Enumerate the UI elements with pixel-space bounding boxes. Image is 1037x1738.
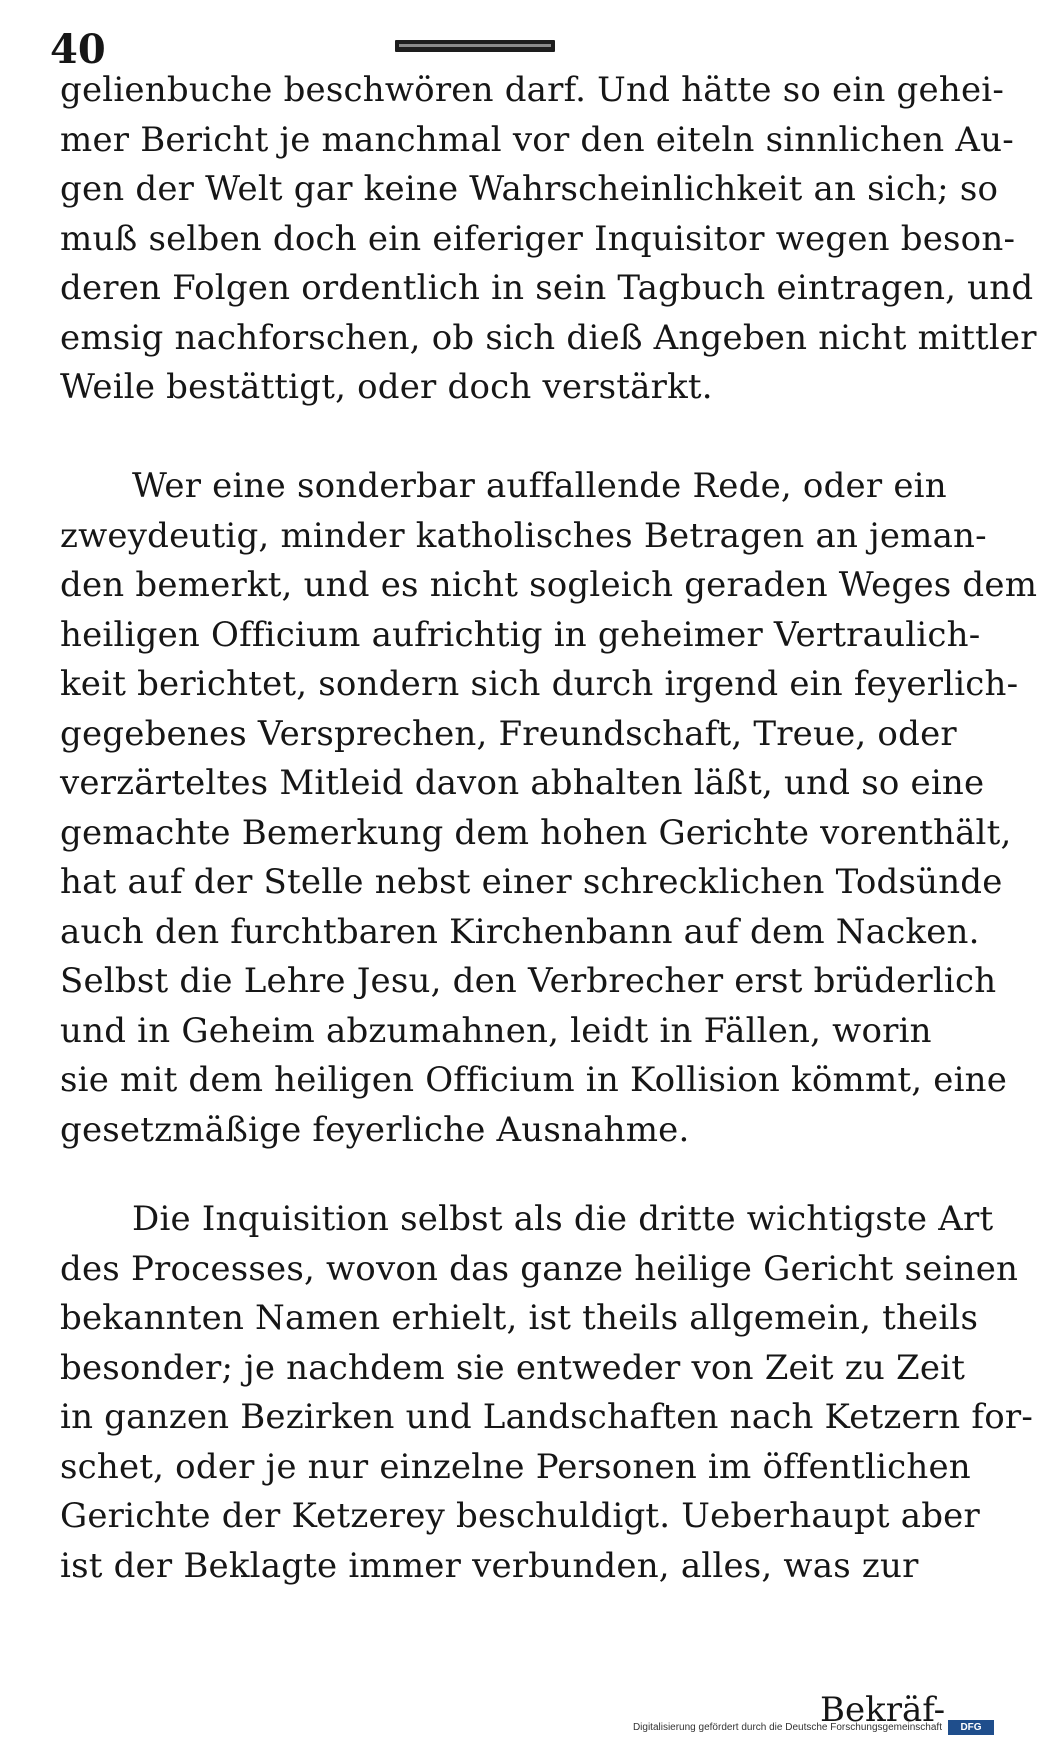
text-line: Die Inquisition selbst als die dritte wichtigste Art — [132, 1199, 994, 1239]
paragraph-1 — [60, 66, 1037, 413]
text-line: deren Folgen ordentlich in sein Tagbuch eintragen, und — [60, 268, 1034, 308]
text-line: sie mit dem heiligen Officium in Kollision kömmt, eine — [60, 1060, 1008, 1100]
text-line: des Processes, wovon das ganze heilige Gericht seinen — [60, 1248, 1019, 1289]
text-line: heiligen Officium aufrichtig in geheimer Vertraulich- — [60, 614, 981, 655]
text-line: ist der Beklagte immer verbunden, alles, was zur — [60, 1545, 919, 1586]
text-line: gesetzmäßige feyerliche Ausnahme. — [60, 1109, 690, 1150]
text-line: Wer eine sonderbar auffallende Rede, oder ein — [132, 466, 947, 506]
header-rule — [395, 40, 555, 52]
text-line: Selbst die Lehre Jesu, den Verbrecher erst brüderlich — [60, 961, 997, 1001]
text-line: muß selben doch ein eiferiger Inquisitor wegen beson- — [60, 218, 1016, 259]
text-line: hat auf der Stelle nebst einer schrecklichen Todsünde — [60, 862, 1003, 902]
text-line: verzärteltes Mitleid davon abhalten läßt, und so eine — [60, 763, 985, 803]
text-line: mer Bericht je manchmal vor den eiteln sinnlichen Au- — [60, 119, 1014, 160]
text-line: besonder; je nachdem sie entweder von Zeit zu Zeit — [60, 1347, 966, 1388]
text-line: keit berichtet, sondern sich durch irgend ein feyerlich- — [60, 664, 1019, 704]
text-line: Weile bestättigt, oder doch verstärkt. — [60, 367, 713, 407]
text-line: gelienbuche beschwören darf. Und hätte so ein gehei- — [60, 70, 1005, 110]
text-line: gen der Welt gar keine Wahrscheinlichkeit an sich; so — [60, 169, 999, 209]
text-line: emsig nachforschen, ob sich dieß Angeben nicht mittler — [60, 317, 1037, 358]
text-line: den bemerkt, und es nicht sogleich geraden Weges dem — [60, 565, 1037, 605]
paragraph-3 — [60, 1195, 1034, 1591]
page-number: 40 — [50, 26, 106, 73]
text-line: schet, oder je nur einzelne Personen im öffentlichen — [60, 1446, 971, 1487]
text-line: Gerichte der Ketzerey beschuldigt. Ueberhaupt aber — [60, 1496, 980, 1536]
text-line: zweydeutig, minder katholisches Betragen an jeman- — [60, 515, 987, 556]
text-line: und in Geheim abzumahnen, leidt in Fällen, worin — [60, 1010, 932, 1051]
text-line: gemachte Bemerkung dem hohen Gerichte vorenthält, — [60, 812, 1012, 853]
dfg-logo: DFG — [948, 1720, 994, 1735]
text-line: bekannten Namen erhielt, ist theils allgemein, theils — [60, 1298, 979, 1338]
paragraph-2 — [60, 462, 1037, 1155]
text-line: in ganzen Bezirken und Landschaften nach Ketzern for- — [60, 1397, 1034, 1437]
text-line: auch den furchtbaren Kirchenbann auf dem Nacken. — [60, 911, 980, 952]
catchword: Bekräf- — [820, 1690, 946, 1730]
digitization-credit: Digitalisierung gefördert durch die Deutsche Forschungsgemeinschaft — [632, 1722, 942, 1733]
text-line: gegebenes Versprechen, Freundschaft, Treue, oder — [60, 713, 957, 754]
